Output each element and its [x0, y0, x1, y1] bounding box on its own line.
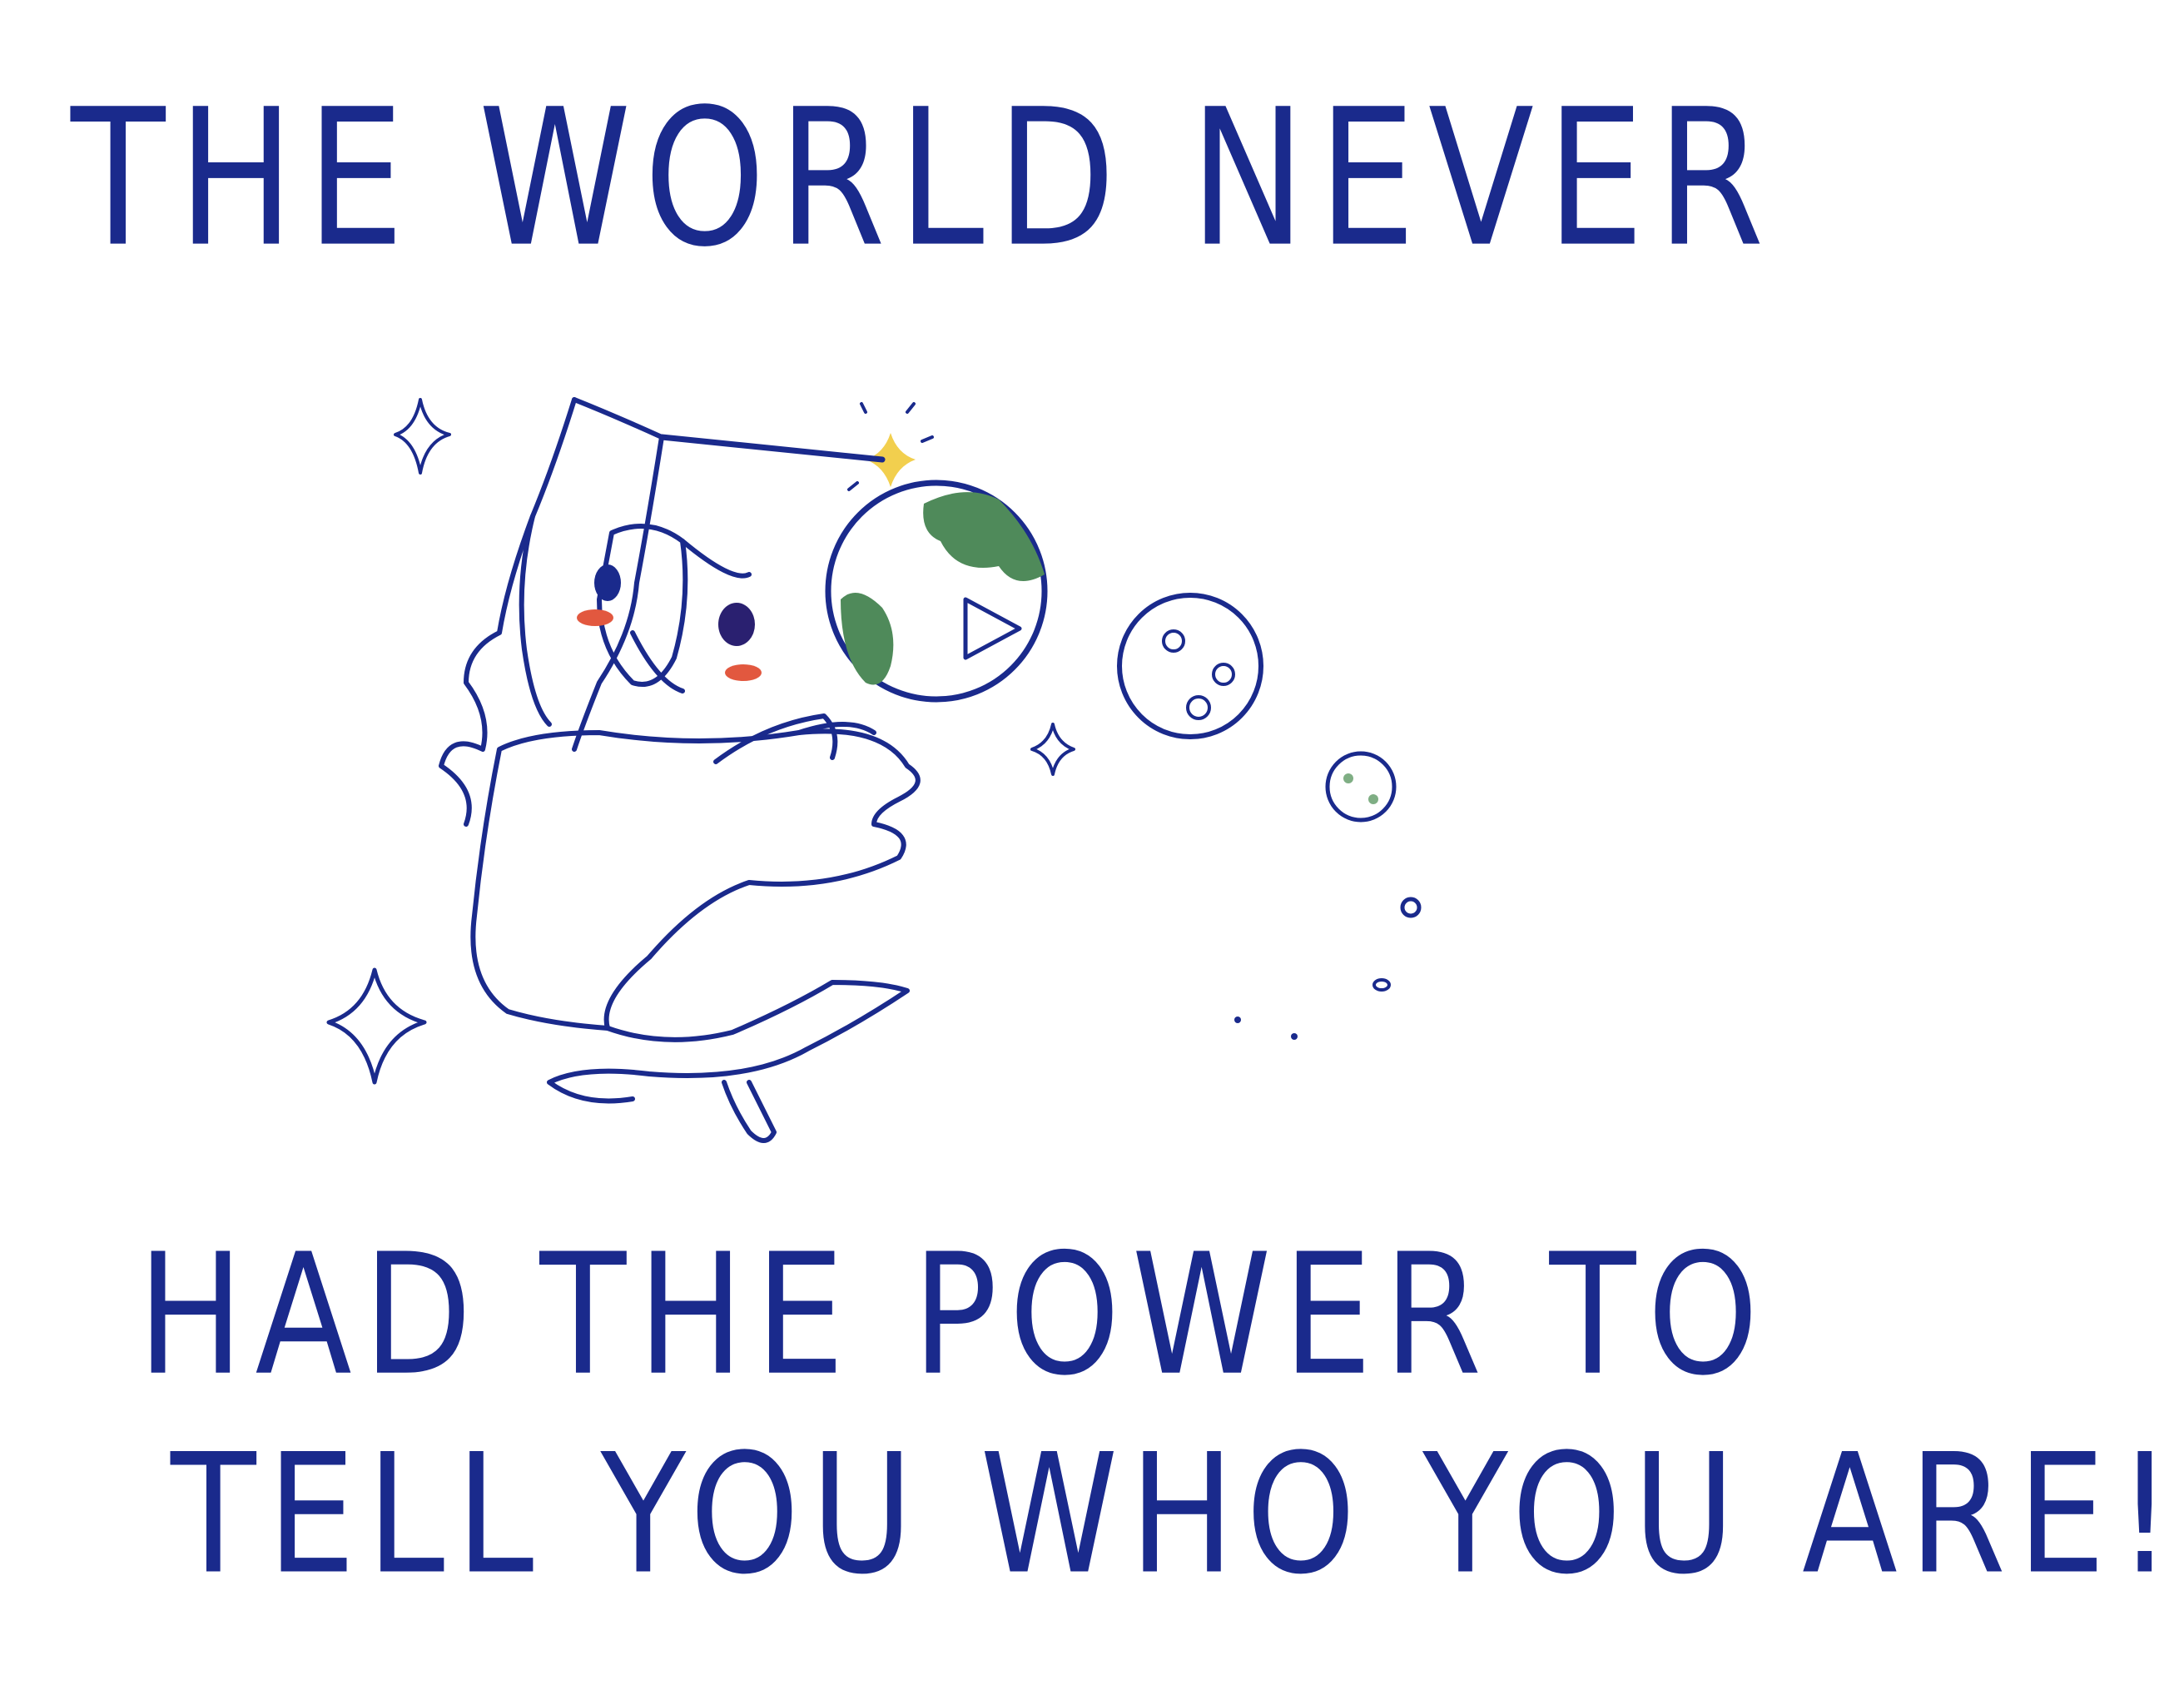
sparkle-star-icon [1032, 724, 1074, 774]
globe-icon [828, 483, 1045, 699]
sparkle-star-icon [395, 400, 449, 473]
caption-line-3: TELL YOU WHO YOU ARE! [171, 1418, 2184, 1611]
sparkle-star-icon [849, 404, 932, 490]
moon-icon [1119, 595, 1261, 737]
caption-line-1: THE WORLD NEVER [71, 67, 1777, 289]
caption-bottom-1 [137, 1218, 1842, 1414]
sparkle-star-icon [329, 970, 424, 1082]
caption-line-2: HAD THE POWER TO [137, 1218, 1770, 1414]
caption-bottom-2 [171, 1418, 2184, 1611]
asteroid-icon [1328, 753, 1394, 820]
